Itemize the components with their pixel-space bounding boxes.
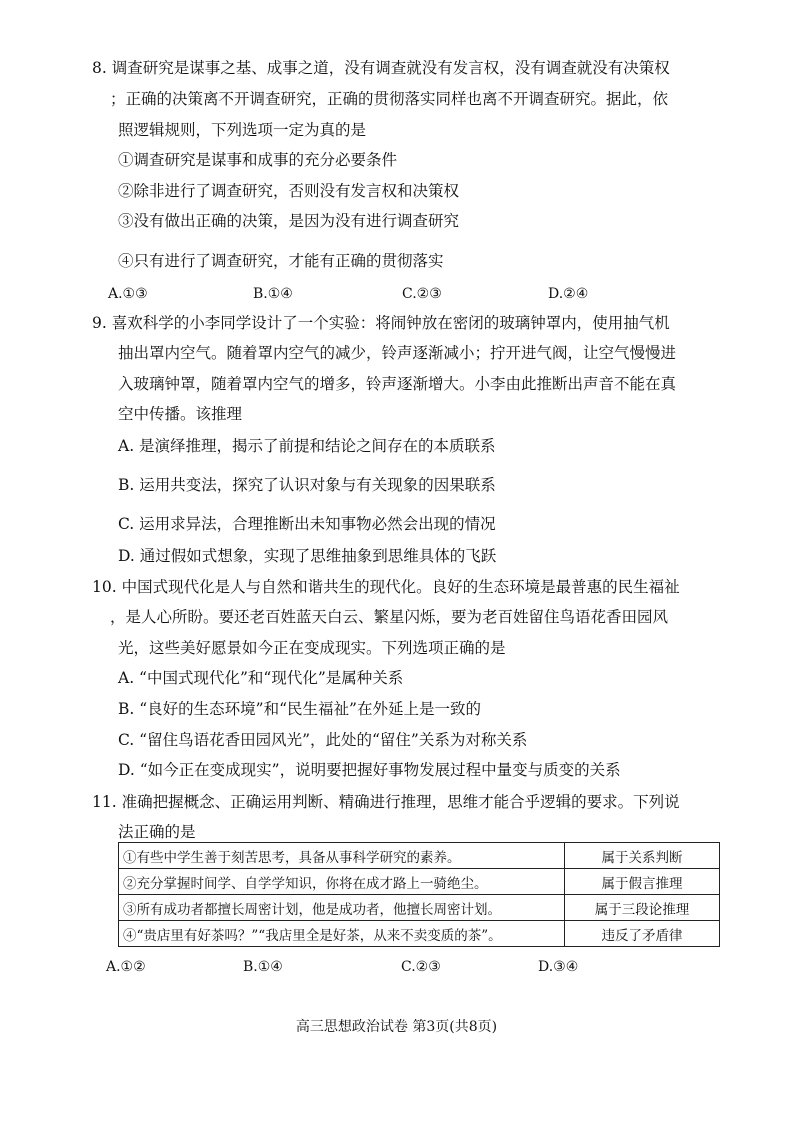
q8-statement-2: ②除非进行了调查研究，否则没有发言权和决策权 — [118, 182, 460, 200]
q9-option-c: C. 运用求异法，合理推断出未知事物必然会出现的情况 — [118, 515, 496, 533]
q10-option-b: B. “良好的生态环境”和“民生福祉”在外延上是一致的 — [118, 700, 481, 718]
q11-row3-tag: 属于三段论推理 — [565, 895, 720, 921]
q9-option-d: D. 通过假如式想象，实现了思维抽象到思维具体的飞跃 — [118, 547, 497, 565]
q10-stem-line1: 10. 中国式现代化是人与自然和谐共生的现代化。良好的生态环境是最普惠的民生福祉 — [92, 578, 680, 596]
q9-stem-line1: 9. 喜欢科学的小李同学设计了一个实验：将闹钟放在密闭的玻璃钟罩内，使用抽气机 — [92, 314, 670, 332]
q9-stem-line4: 空中传播。该推理 — [118, 405, 243, 423]
q11-option-a: A.①② — [106, 959, 146, 975]
table-row — [119, 895, 720, 921]
q11-row4-text: ④“贵店里有好茶吗？”“我店里全是好茶，从来不卖变质的茶”。 — [119, 921, 565, 947]
q8-option-a: A.①③ — [108, 286, 148, 302]
q11-stem-line1: 11. 准确把握概念、正确运用判断、精确进行推理，思维才能合乎逻辑的要求。下列说 — [92, 793, 680, 811]
q11-row4-tag: 违反了矛盾律 — [565, 921, 720, 947]
q11-option-c: C.②③ — [401, 959, 441, 975]
page-footer: 高三思想政治试卷 第3页(共8页) — [295, 1019, 498, 1035]
q8-stem-line2: ；正确的决策离不开调查研究，正确的贯彻落实同样也离不开调查研究。据此，依 — [110, 90, 669, 108]
q8-statement-3: ③没有做出正确的决策，是因为没有进行调查研究 — [118, 212, 460, 230]
table-row — [119, 843, 720, 869]
table-row — [119, 921, 720, 947]
q8-stem-line1: 8. 调查研究是谋事之基、成事之道，没有调查就没有发言权，没有调查就没有决策权 — [92, 59, 670, 77]
q10-stem-line3: 光，这些美好愿景如今正在变成现实。下列选项正确的是 — [118, 639, 506, 657]
q10-option-d: D. “如今正在变成现实”，说明要把握好事物发展过程中量变与质变的关系 — [118, 761, 621, 779]
q9-stem-line3: 入玻璃钟罩，随着罩内空气的增多，铃声逐渐增大。小李由此推断出声音不能在真 — [118, 375, 677, 393]
q11-row2-text: ②充分掌握时间学、自学学知识，你将在成才路上一骑绝尘。 — [119, 869, 565, 895]
q10-stem-line2: ，是人心所盼。要还老百姓蓝天白云、繁星闪烁，要为老百姓留住鸟语花香田园风 — [110, 608, 669, 626]
q8-statement-4: ④只有进行了调查研究，才能有正确的贯彻落实 — [118, 252, 444, 270]
q11-row1-text: ①有些中学生善于刻苦思考，具备从事科学研究的素养。 — [119, 843, 565, 869]
q8-stem-line3: 照逻辑规则，下列选项一定为真的是 — [118, 121, 367, 139]
q8-statement-1: ①调查研究是谋事和成事的充分必要条件 — [118, 151, 398, 169]
q9-stem-line2: 抽出罩内空气。随着罩内空气的减少，铃声逐渐减小；拧开进气阀，让空气慢慢进 — [118, 344, 677, 362]
q8-option-b: B.①④ — [253, 286, 293, 302]
q10-option-a: A. “中国式现代化”和“现代化”是属种关系 — [118, 669, 404, 687]
q11-option-d: D.③④ — [538, 959, 579, 975]
q8-option-d: D.②④ — [548, 286, 589, 302]
q8-option-c: C.②③ — [402, 286, 442, 302]
q11-row3-text: ③所有成功者都擅长周密计划，他是成功者，他擅长周密计划。 — [119, 895, 565, 921]
q11-row2-tag: 属于假言推理 — [565, 869, 720, 895]
q9-option-b: B. 运用共变法，探究了认识对象与有关现象的因果联系 — [118, 476, 496, 494]
q9-option-a: A. 是演绎推理，揭示了前提和结论之间存在的本质联系 — [118, 437, 496, 455]
table-row — [119, 869, 720, 895]
q11-row1-tag: 属于关系判断 — [565, 843, 720, 869]
q11-option-b: B.①④ — [243, 959, 283, 975]
q10-option-c: C. “留住鸟语花香田园风光”，此处的“留住”关系为对称关系 — [118, 731, 528, 749]
q11-table — [118, 842, 720, 947]
q11-stem-line2: 法正确的是 — [118, 823, 196, 841]
